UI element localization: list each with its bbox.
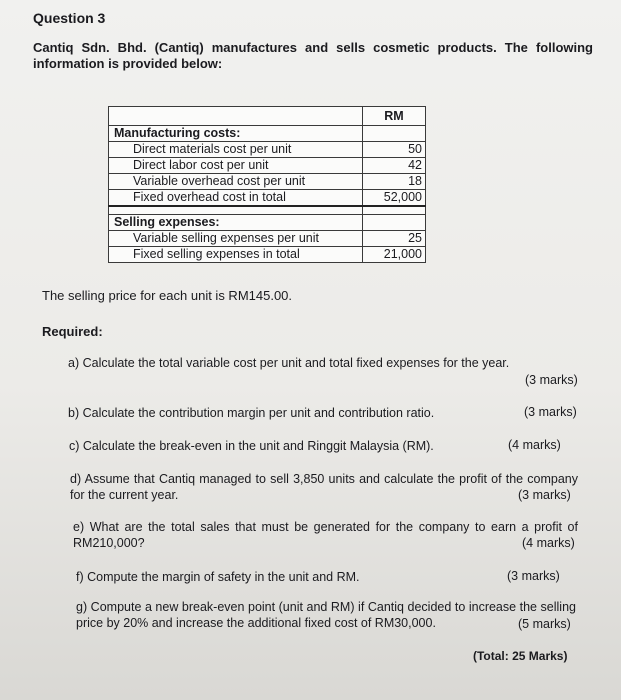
currency-header: RM — [363, 107, 426, 126]
question-letter: f) — [76, 570, 84, 584]
question-item-d — [70, 471, 578, 503]
table-row — [109, 158, 426, 174]
question-letter: e) — [73, 520, 85, 534]
question-item-b — [68, 405, 508, 421]
table-row — [109, 142, 426, 158]
selling-header: Selling expenses: — [109, 215, 363, 231]
question-text: Assume that Cantiq managed to sell 3,850 units and calculate the profit of the company for the current year. — [70, 472, 578, 502]
row-label: Direct materials cost per unit — [109, 142, 363, 158]
question-item-e — [73, 519, 578, 551]
question-marks: (3 marks) — [525, 373, 578, 387]
row-label: Variable overhead cost per unit — [109, 174, 363, 190]
question-letter: d) — [70, 472, 82, 486]
row-value: 52,000 — [363, 190, 426, 207]
row-value: 21,000 — [363, 247, 426, 263]
total-marks: (Total: 25 Marks) — [473, 649, 568, 663]
question-marks: (4 marks) — [508, 438, 561, 452]
question-marks: (3 marks) — [524, 405, 577, 419]
question-marks: (4 marks) — [522, 536, 575, 550]
question-item-a — [68, 355, 588, 371]
question-text: What are the total sales that must be generated for the company to earn a profit of RM210,000? — [73, 520, 578, 550]
question-marks: (5 marks) — [518, 617, 571, 631]
question-text: Calculate the break-even in the unit and Ringgit Malaysia (RM). — [82, 439, 434, 453]
question-item-f — [76, 569, 476, 585]
row-label: Variable selling expenses per unit — [109, 231, 363, 247]
question-title: Question 3 — [33, 10, 106, 26]
required-label: Required: — [42, 324, 103, 339]
cost-table — [108, 106, 426, 263]
manufacturing-header: Manufacturing costs: — [109, 126, 363, 142]
question-text: Calculate the contribution margin per unit and contribution ratio. — [82, 406, 435, 420]
selling-price-text: The selling price for each unit is RM145.00. — [42, 288, 293, 303]
row-label: Direct labor cost per unit — [109, 158, 363, 174]
question-text: Compute a new break-even point (unit and RM) if Cantiq decided to increase the selling price by 20% and increase the additional fixed cost of RM30,000. — [76, 600, 576, 630]
question-item-c — [69, 438, 499, 454]
table-blank-header — [109, 107, 363, 126]
table-row — [109, 174, 426, 190]
question-item-g — [76, 599, 576, 631]
question-letter: g) — [76, 600, 88, 614]
question-letter: b) — [68, 406, 80, 420]
question-letter: a) — [68, 356, 80, 370]
question-text: Compute the margin of safety in the unit and RM. — [87, 570, 360, 584]
table-row — [109, 247, 426, 263]
question-text: Calculate the total variable cost per unit and total fixed expenses for the year. — [82, 356, 510, 370]
table-row — [109, 231, 426, 247]
row-value: 50 — [363, 142, 426, 158]
table-row — [109, 190, 426, 207]
row-value: 25 — [363, 231, 426, 247]
row-value: 18 — [363, 174, 426, 190]
question-marks: (3 marks) — [518, 488, 571, 502]
question-marks: (3 marks) — [507, 569, 560, 583]
row-label: Fixed selling expenses in total — [109, 247, 363, 263]
row-label: Fixed overhead cost in total — [109, 190, 363, 207]
question-letter: c) — [69, 439, 80, 453]
row-value: 42 — [363, 158, 426, 174]
intro-paragraph: Cantiq Sdn. Bhd. (Cantiq) manufactures and sells cosmetic products. The following information is provided below: — [33, 40, 593, 71]
